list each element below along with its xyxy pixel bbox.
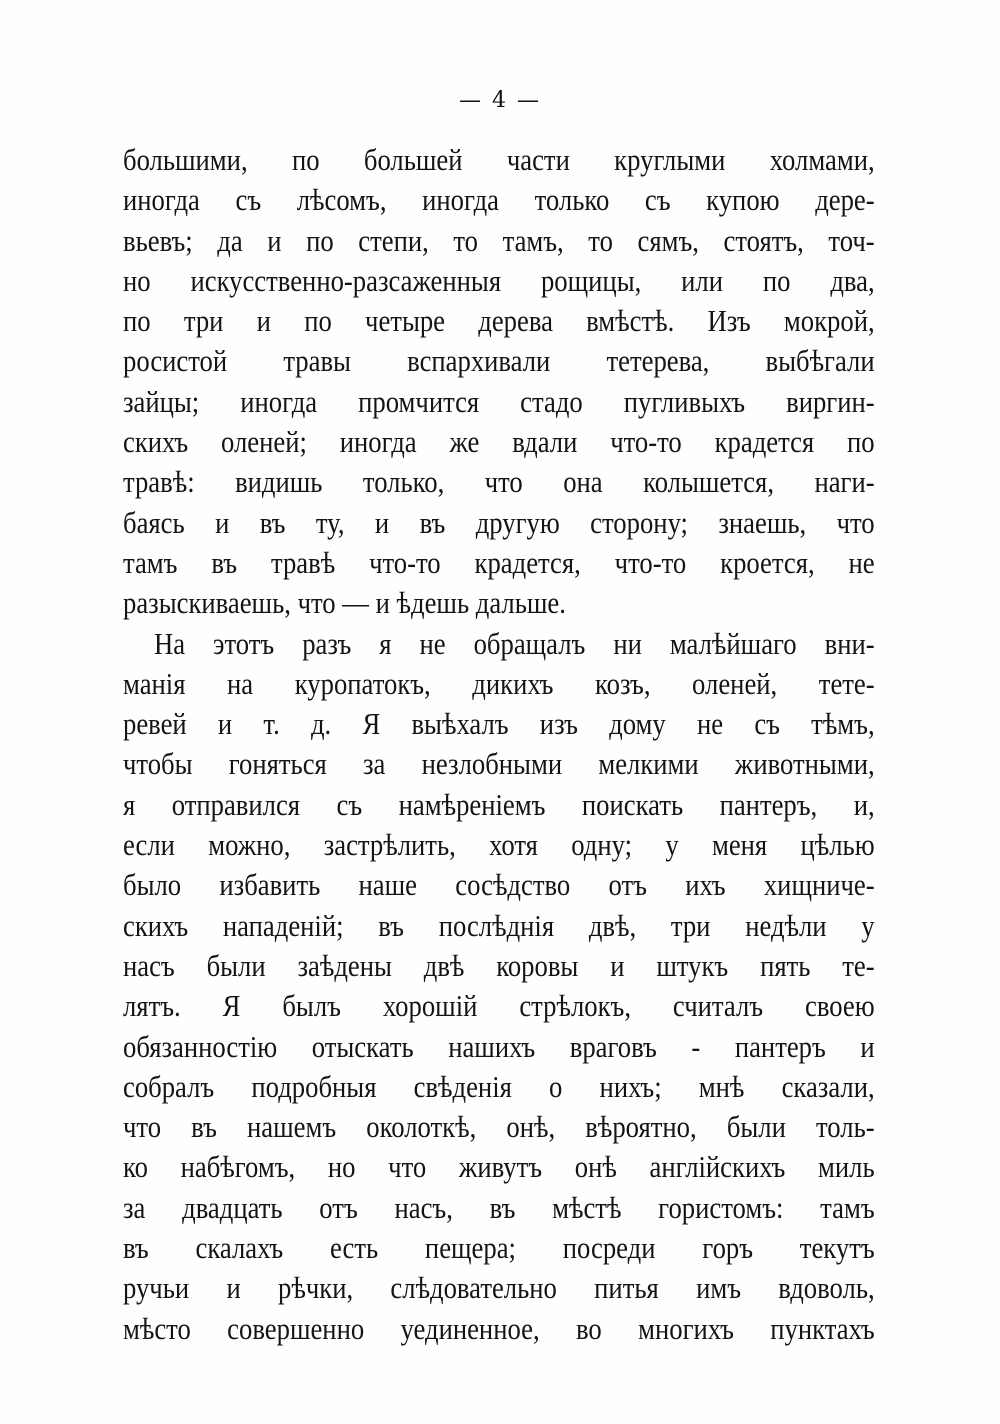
text-line: росистой травы вспархивали тетерева, выбѣгали — [123, 343, 875, 379]
text-line: что въ нашемъ околоткѣ, онѣ, вѣроятно, были толь- — [123, 1109, 875, 1145]
text-line: иногда съ лѣсомъ, иногда только съ купою дере- — [123, 182, 875, 218]
text-line: если можно, застрѣлить, хотя одну; у меня цѣлью — [123, 827, 875, 863]
page-number: — 4 — — [459, 88, 541, 113]
text-line: манія на куропатокъ, дикихъ козъ, оленей, тете- — [123, 665, 875, 701]
text-line: вьевъ; да и по степи, то тамъ, то сямъ, стоятъ, точ- — [123, 222, 875, 258]
text-line: ко набѣгомъ, но что живутъ онѣ англійскихъ миль — [123, 1149, 875, 1185]
body-text — [123, 140, 875, 1349]
text-line: скихъ нападеній; въ послѣднія двѣ, три недѣли у — [123, 907, 875, 943]
text-line: баясь и въ ту, и въ другую сторону; знаешь, что — [123, 504, 875, 540]
text-line: но искусственно-разсаженныя рощицы, или по два, — [123, 262, 875, 298]
text-line: На этотъ разъ я не обращалъ ни малѣйшаго вни- — [153, 625, 875, 661]
text-line: насъ были заѣдены двѣ коровы и штукъ пять те- — [123, 947, 875, 983]
text-line: чтобы гоняться за незлобными мелкими животными, — [123, 746, 875, 782]
text-line: тамъ въ травѣ что-то крадется, что-то кроется, не — [123, 544, 875, 580]
text-line: ручьи и рѣчки, слѣдовательно питья имъ вдоволь, — [123, 1270, 875, 1306]
text-line: я отправился съ намѣреніемъ поискать пантеръ, и, — [123, 786, 875, 822]
text-line: разыскиваешь, что — и ѣдешь дальше. — [123, 585, 566, 621]
text-line: было избавить наше сосѣдство отъ ихъ хищниче- — [123, 867, 875, 903]
text-line: обязанностію отыскать нашихъ враговъ - пантеръ и — [123, 1028, 875, 1064]
text-line: ревей и т. д. Я выѣхалъ изъ дому не съ тѣмъ, — [123, 706, 875, 742]
text-line: въ скалахъ есть пещера; посреди горъ текутъ — [123, 1230, 875, 1266]
text-line: за двадцать отъ насъ, въ мѣстѣ гористомъ: тамъ — [123, 1189, 875, 1225]
text-line: скихъ оленей; иногда же вдали что-то крадется по — [123, 424, 875, 460]
text-line: травѣ: видишь только, что она колышется, наги- — [123, 464, 875, 500]
text-line: собралъ подробныя свѣденія о нихъ; мнѣ сказали, — [123, 1068, 875, 1104]
text-line: мѣсто совершенно уединенное, во многихъ пунктахъ — [123, 1310, 875, 1346]
text-line: лятъ. Я былъ хорошій стрѣлокъ, считалъ своею — [123, 988, 875, 1024]
text-line: зайцы; иногда промчится стадо пугливыхъ виргин- — [123, 383, 875, 419]
text-line: по три и по четыре дерева вмѣстѣ. Изъ мокрой, — [123, 303, 875, 339]
text-line: большими, по большей части круглыми холмами, — [123, 142, 875, 177]
